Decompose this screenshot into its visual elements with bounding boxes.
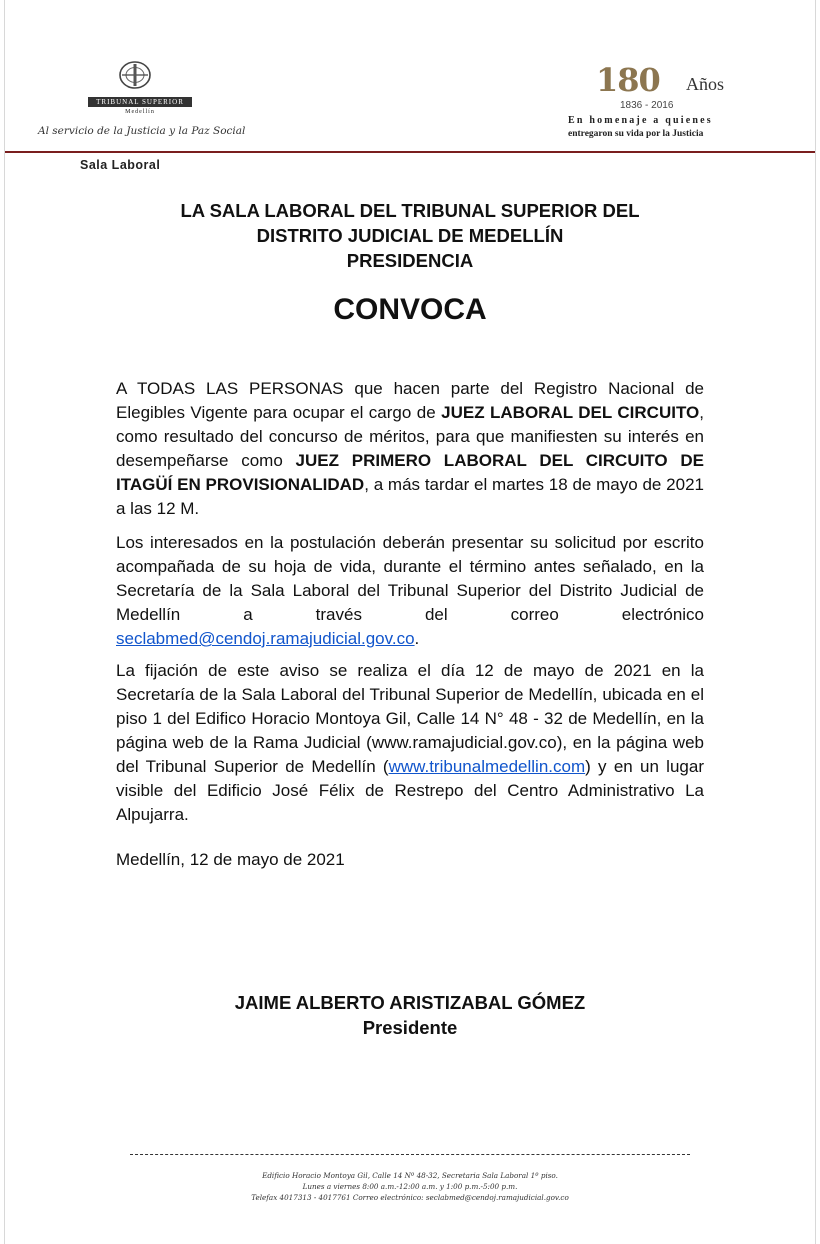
- title-line-1: LA SALA LABORAL DEL TRIBUNAL SUPERIOR DEL: [180, 200, 640, 221]
- footer-line-1: Edificio Horacio Montoya Gil, Calle 14 Nº 48-32, Secretaria Sala Laboral 1º piso.: [262, 1171, 558, 1180]
- page-edge-right: [815, 0, 816, 1244]
- anniversary-years-word: Años: [686, 74, 725, 94]
- document-title: [100, 198, 720, 273]
- document-date: Medellín, 12 de mayo de 2021: [116, 850, 345, 869]
- page-edge-left: [4, 0, 5, 1244]
- logo-city: Medellín: [125, 109, 155, 115]
- tribunal-band-text: TRIBUNAL SUPERIOR: [88, 97, 192, 107]
- signature-block: [100, 990, 720, 1040]
- title-line-2: DISTRITO JUDICIAL DE MEDELLÍN: [256, 225, 564, 246]
- title-line-3: PRESIDENCIA: [346, 250, 474, 271]
- p1-bold-1: JUEZ LABORAL DEL CIRCUITO: [441, 403, 700, 422]
- footer-address: [130, 1170, 690, 1203]
- p1-bold-2: JUEZ PRIMERO LABORAL DEL CIRCUITO DE ITAGÜÍ EN PROVISIONALIDAD: [116, 451, 704, 494]
- footer-divider: [130, 1154, 690, 1155]
- tribunal-motto: Al servicio de la Justicia y la Paz Social: [38, 125, 246, 137]
- footer-line-3: Telefax 4017313 - 4017761 Correo electrónico: seclabmed@cendoj.ramajudicial.gov.co: [251, 1193, 569, 1202]
- signer-name: JAIME ALBERTO ARISTIZABAL GÓMEZ: [234, 992, 586, 1013]
- paragraph-publication: [116, 659, 704, 827]
- paragraph-application: [116, 531, 704, 651]
- p2-text-1: Los interesados en la postulación deberán presentar su solicitud por escrito acompañada de su hoja de vida, durante el término antes señalado, en la Secretaría de la Sala Laboral del Tribunal Superior del Distrito Judicial de Medellín a través del correo electrónico: [116, 533, 704, 624]
- header-divider: [5, 151, 815, 153]
- anniversary-number: 180: [596, 61, 660, 99]
- tribunal-logo: [38, 52, 273, 147]
- p1-text-2: , como resultado del concurso de méritos, para que manifiesten su interés en desempeñarse como: [116, 403, 704, 470]
- tribunal-website-link[interactable]: www.tribunalmedellin.com: [388, 757, 586, 776]
- p3-text-2: ) y en un lugar visible del Edificio José Félix de Restrepo del Centro Administrativo La Alpujarra.: [116, 757, 704, 824]
- p2-text-2: .: [414, 629, 420, 648]
- anniversary-tagline-1: En homenaje a quienes: [568, 115, 713, 126]
- signer-role: Presidente: [362, 1017, 458, 1038]
- anniversary-tagline-2: entregaron su vida por la Justicia: [568, 129, 704, 139]
- section-label: Sala Laboral: [80, 158, 161, 172]
- anniversary-logo: [560, 62, 755, 147]
- email-link[interactable]: seclabmed@cendoj.ramajudicial.gov.co: [116, 629, 415, 648]
- tribunal-seal-icon: [118, 58, 152, 92]
- convoca-heading: CONVOCA: [333, 293, 487, 326]
- anniversary-years-range: 1836 - 2016: [620, 100, 674, 111]
- paragraph-convocation: [116, 377, 704, 521]
- p1-text-3: , a más tardar el martes 18 de mayo de 2021 a las 12 M.: [116, 475, 704, 518]
- p1-text-1: A TODAS LAS PERSONAS que hacen parte del Registro Nacional de Elegibles Vigente para ocupar el cargo de: [116, 379, 704, 422]
- p3-text-1: La fijación de este aviso se realiza el día 12 de mayo de 2021 en la Secretaría de la Sala Laboral del Tribunal Superior de Medellín, ubicada en el piso 1 del Edifico Horacio Montoya Gil, Calle 14 N° 48 - 32 de Medellín, en la página web de la Rama Judicial (www.ramajudicial.gov.co), en la página web del Tribunal Superior de Medellín (: [116, 661, 704, 776]
- footer-line-2: Lunes a viernes 8:00 a.m.-12:00 a.m. y 1:00 p.m.-5:00 p.m.: [302, 1182, 518, 1191]
